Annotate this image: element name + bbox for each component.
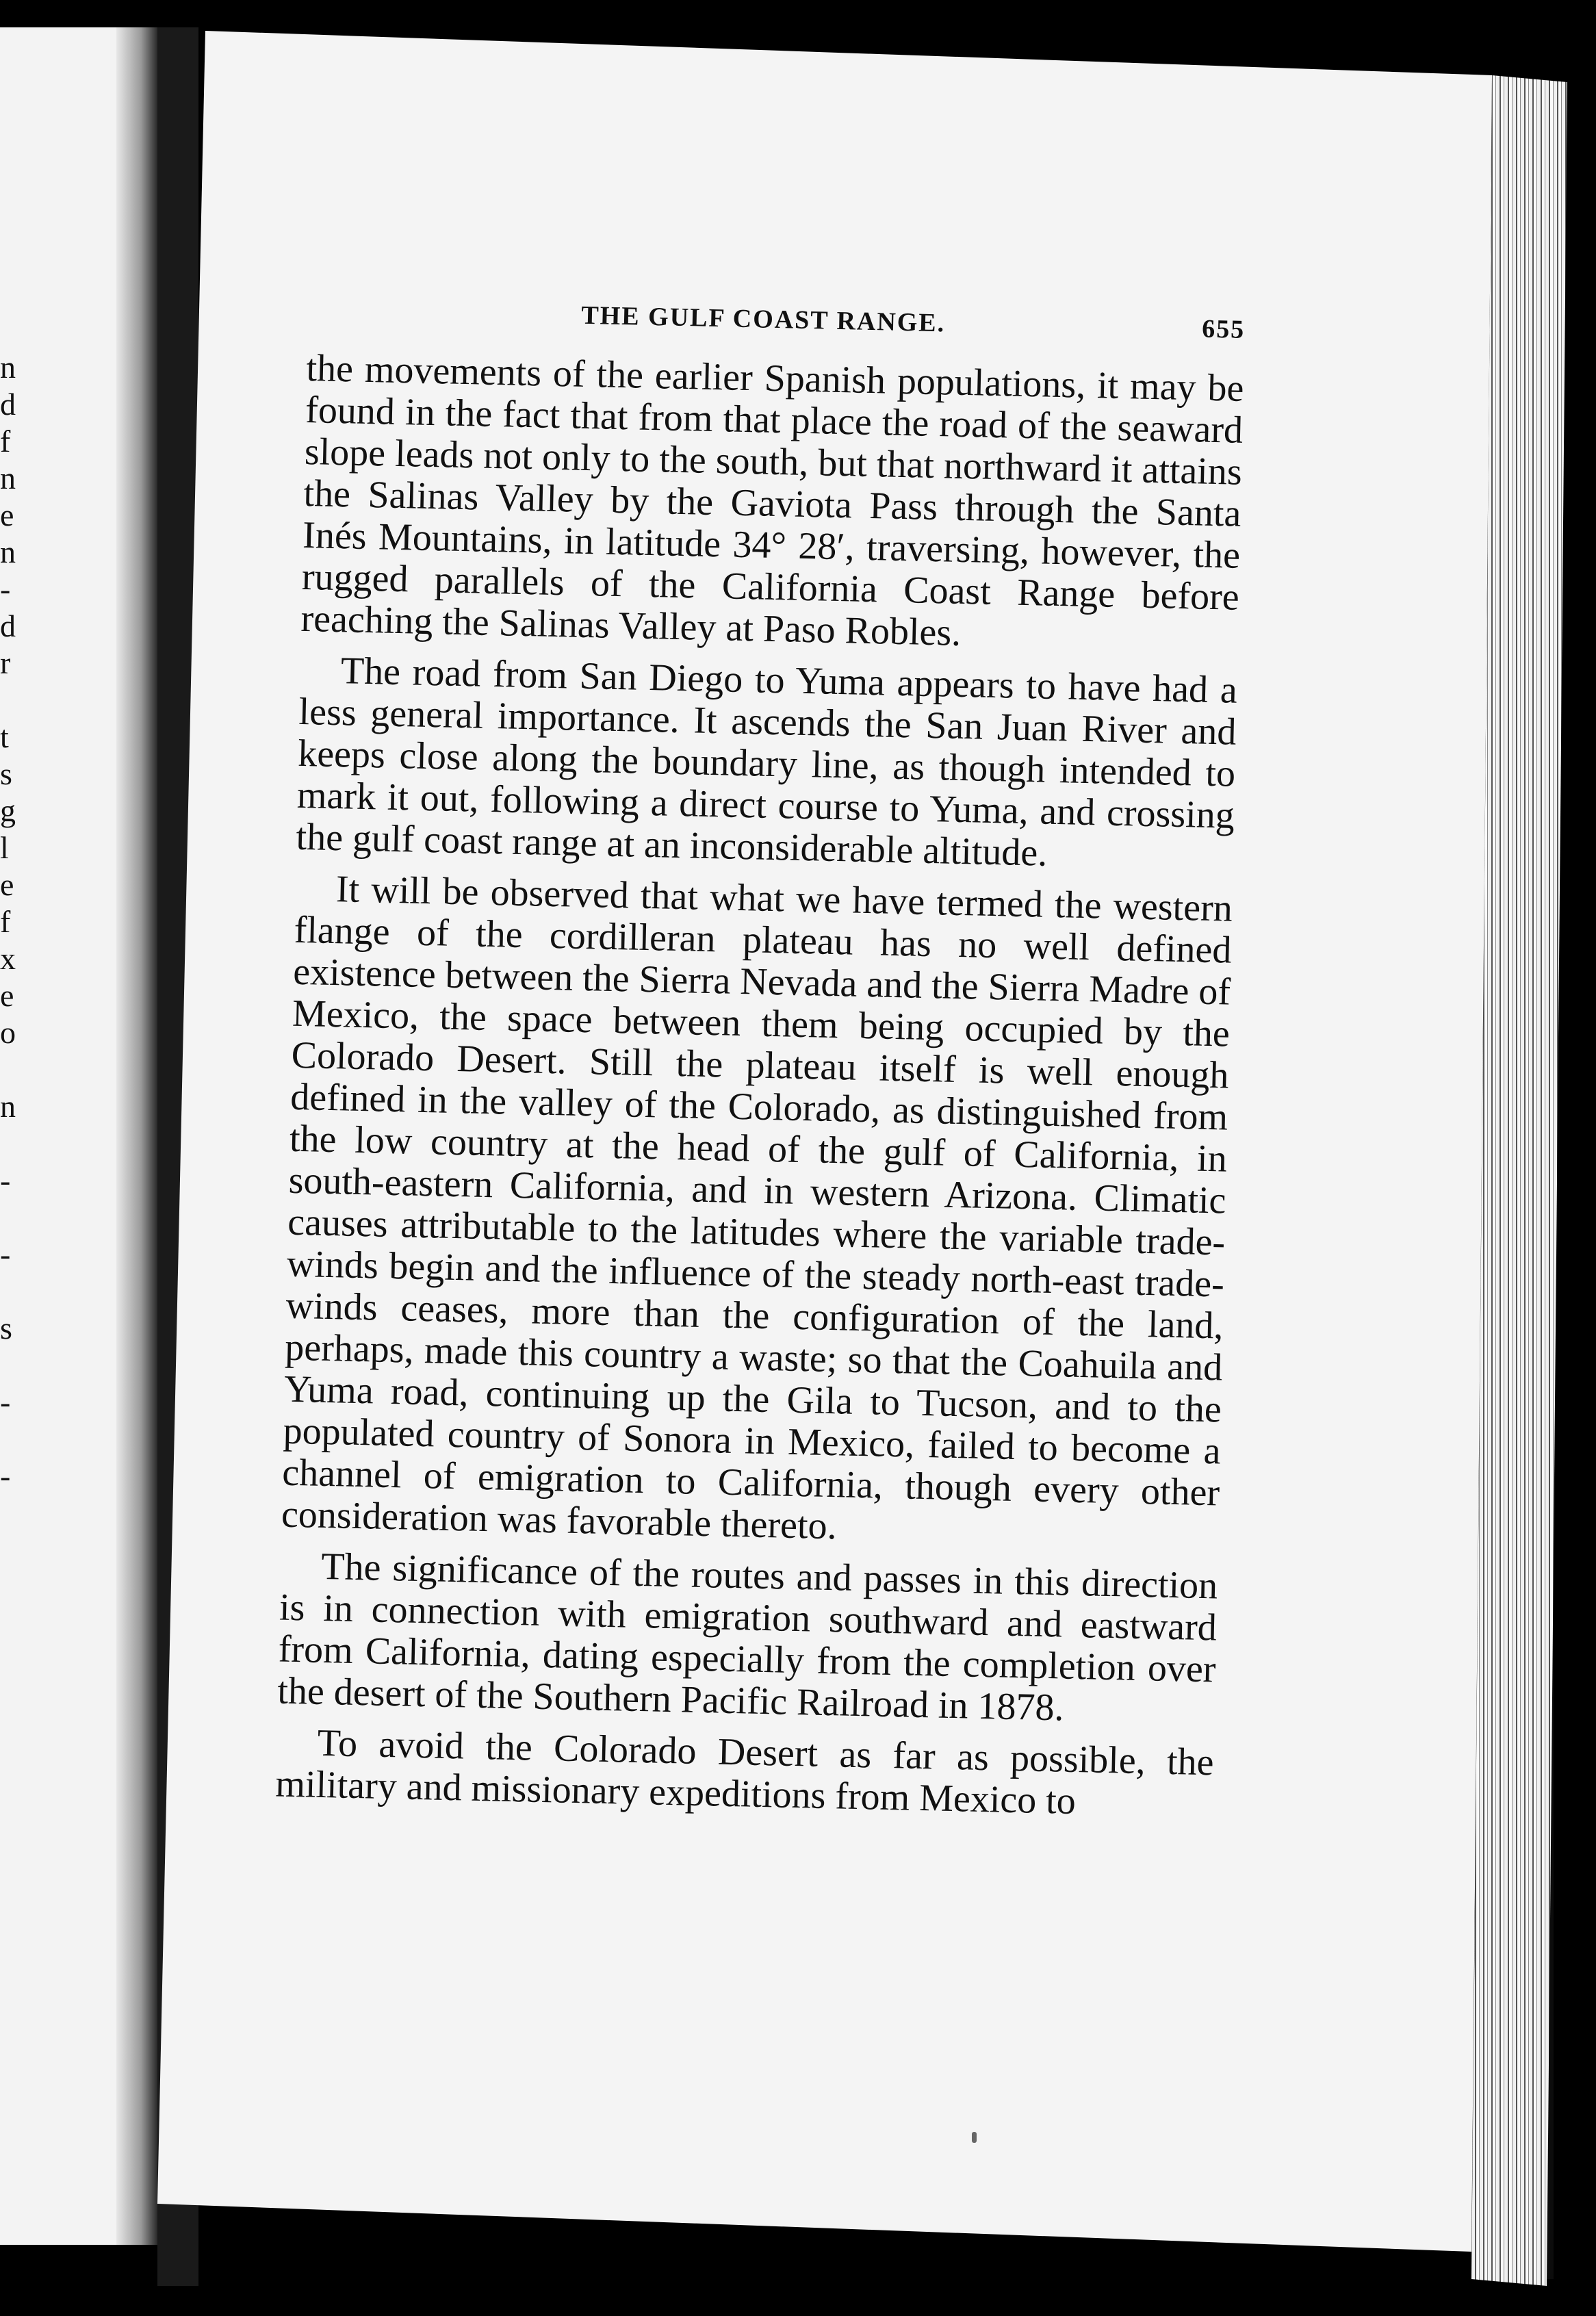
page-number: 655 (1201, 314, 1246, 344)
left-margin-letter (0, 1347, 27, 1384)
running-title: THE GULF COAST RANGE. (580, 300, 946, 338)
paragraph: It will be observed that what we have termed the western flange of the cordilleran plateau has no well defined existence between the Sierra Nevada and the Sierra Madre of Mexico, the space between them being occupied by the Colorado Desert. Still the plateau itself is well enough defined in the valley of the Colorado, as distinguished from the low country at the head of the gulf of California, in south-eastern California, and in western Arizona. Climatic causes attributable to the latitudes where the variable trade-winds begin and the influence of the steady north-east trade-winds ceases, more than the configuration of the land, perhaps, made this country a waste; so that the Coahuila and Yuma road, continuing up the Gila to Tucson, and to the populated country of Sonora in Mexico, failed to become a channel of emigration to California, though every other consideration was favorable thereto. (281, 868, 1233, 1548)
left-margin-letter: t (0, 719, 9, 754)
left-margin-letter: x (0, 941, 16, 976)
left-margin-letter: - (0, 571, 11, 606)
left-margin-letter: - (0, 1385, 11, 1419)
left-margin-letter (0, 1273, 27, 1310)
left-margin-letter (0, 682, 27, 719)
left-margin-letter: g (0, 793, 16, 828)
left-margin-letter: s (0, 1311, 12, 1346)
left-margin-letter: e (0, 498, 14, 532)
left-page-gutter-shadow (116, 27, 157, 2245)
paragraph: To avoid the Colorado Desert as far as possible, the military and missionary expeditions from Mexico to (274, 1721, 1215, 1823)
left-margin-letter: n (0, 350, 16, 385)
left-margin-letter (0, 1199, 27, 1236)
left-margin-letter (0, 1421, 27, 1458)
paragraph: The significance of the routes and passes in this direction is in connection with emigration southward and eastward from California, dating especially from the completion over the desert of the Southern Pacific Railroad in 1878. (276, 1545, 1218, 1729)
left-margin-letter: d (0, 387, 16, 422)
left-page (0, 27, 157, 2245)
left-margin-letter: e (0, 867, 14, 902)
left-margin-letter: - (0, 1163, 11, 1198)
left-margin-letter: r (0, 645, 11, 680)
paragraph: The road from San Diego to Yuma appears to have had a less general importance. It ascends the San Juan River and keeps close along the boundary line, as though intended to mark it out, following a direct course to Yuma, and crossing the gulf coast range at an inconsiderable altitude. (296, 649, 1238, 875)
left-margin-letter: n (0, 1089, 16, 1124)
left-page-margin-text (0, 349, 27, 1495)
page-text-block (275, 294, 1246, 1835)
left-margin-letter: e (0, 978, 14, 1013)
left-margin-letter: f (0, 904, 11, 939)
paper-speck (972, 2132, 977, 2143)
left-margin-letter: l (0, 830, 9, 865)
left-margin-letter: s (0, 756, 12, 791)
left-margin-letter (0, 1051, 27, 1088)
left-margin-letter: n (0, 535, 16, 569)
left-margin-letter: - (0, 1237, 11, 1272)
left-margin-letter: o (0, 1015, 16, 1050)
left-margin-letter: d (0, 608, 16, 643)
left-margin-letter (0, 1125, 27, 1162)
left-margin-letter: n (0, 461, 16, 496)
left-margin-letter: f (0, 424, 11, 459)
paragraph: the movements of the earlier Spanish populations, it may be found in the fact that from that place the road of the seaward slope leads not only to the south, but that northward it attains the Salinas Valley by the Gaviota Pass through the Santa Inés Mountains, in latitude 34° 28′, traversing, however, the rugged parallels of the California Coast Range before reaching the Salinas Valley at Paso Robles. (300, 346, 1244, 654)
left-margin-letter: - (0, 1458, 11, 1493)
